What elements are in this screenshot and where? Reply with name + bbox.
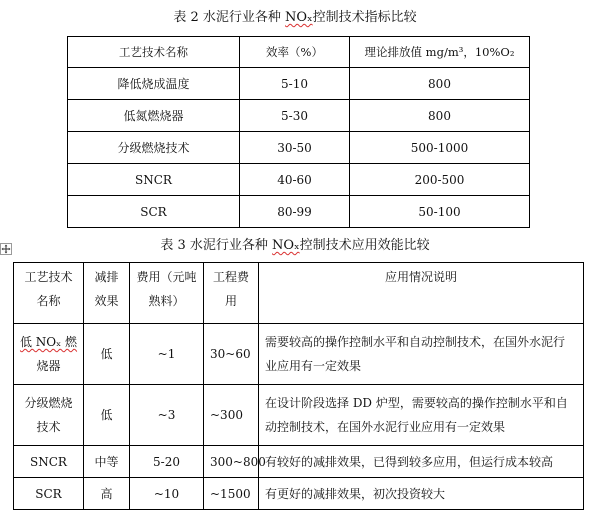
table-row [14,385,584,446]
table2-header-cost [130,263,204,324]
table2-cell-engineering-cost: ~300 [204,385,259,446]
table1-caption-prefix: 表 2 水泥行业各种 [173,10,286,25]
table1-header-name: 工艺技术名称 [68,37,240,68]
table2-cell-effect: 低 [84,324,130,385]
table1-cell-emission: 50-100 [350,196,530,228]
table2-header-effect-line1: 减排 [94,270,119,284]
table1-cell-name: SCR [68,196,240,228]
table2-header-name-line2: 名称 [36,294,61,308]
table2-cell-cost: 5-20 [130,446,204,478]
table2-header-engineering-cost-line2: 用 [224,294,237,308]
table1-cell-emission: 800 [350,68,530,100]
table1 [67,36,530,228]
table2-header-effect-line2: 效果 [94,294,119,308]
table2-cell-name-line1: 低 NOₓ 燃 [19,335,78,349]
table1-cell-efficiency: 80-99 [240,196,350,228]
table2-header-engineering-cost [204,263,259,324]
table1-header-row [68,37,530,68]
table2-cell-name [14,324,84,385]
table1-cell-emission: 500-1000 [350,132,530,164]
table2-header-name [14,263,84,324]
table2-cell-engineering-cost: 300~800 [204,446,259,478]
table2-cell-effect: 中等 [84,446,130,478]
table2-cell-description-line2: 动控制技术，在国外水泥行业应用有一定效果 [265,420,506,434]
table2-header-engineering-cost-line1: 工程费 [212,270,249,284]
table2-cell-description-line1: 需要较高的操作控制水平和自动控制技术，在国外水泥行 [265,335,566,349]
table2-cell-cost: ~10 [130,478,204,510]
table-row [68,100,530,132]
table1-caption-nox: NOₓ [285,10,313,25]
table1-cell-efficiency: 5-30 [240,100,350,132]
table2-cell-effect: 高 [84,478,130,510]
table-row [68,196,530,228]
table1-header-emission: 理论排放值 mg/m³，10%O₂ [350,37,530,68]
table1-cell-name: SNCR [68,164,240,196]
table-row [14,446,584,478]
table1-caption-suffix: 控制技术指标比较 [312,10,417,25]
table2-header-name-line1: 工艺技术 [24,270,73,284]
table2-cell-name-line1: 分级燃烧 [24,396,73,410]
table2-caption-suffix: 控制技术应用效能比较 [299,238,430,253]
table2-cell-name: SNCR [14,446,84,478]
table1-cell-name: 低氮燃烧器 [68,100,240,132]
table2-header-description: 应用情况说明 [259,263,584,324]
table2-header-cost-line2: 熟料） [148,294,185,308]
table2-header-cost-line1: 费用（元吨 [136,270,197,284]
table1-header-efficiency: 效率（%） [240,37,350,68]
table2-caption [0,238,590,254]
table2-header-row [14,263,584,324]
table2-cell-description: 有较好的减排效果，已得到较多应用，但运行成本较高 [259,446,584,478]
table1-caption [0,10,590,26]
table-row [14,324,584,385]
table1-cell-name: 降低烧成温度 [68,68,240,100]
table2-header-effect [84,263,130,324]
table2-cell-description: 有更好的减排效果，初次投资较大 [259,478,584,510]
table2-cell-name: SCR [14,478,84,510]
table2-cell-description [259,385,584,446]
table2-cell-engineering-cost: ~1500 [204,478,259,510]
table2-cell-name-line2: 技术 [36,420,61,434]
table2-cell-effect: 低 [84,385,130,446]
table2-cell-cost: ~1 [130,324,204,385]
table1-cell-efficiency: 5-10 [240,68,350,100]
table-row [68,164,530,196]
table-row [68,68,530,100]
table1-cell-efficiency: 40-60 [240,164,350,196]
table2-cell-name-line2: 烧器 [36,359,61,373]
table2-cell-cost: ~3 [130,385,204,446]
table2 [13,262,584,510]
table-row [68,132,530,164]
table1-cell-name: 分级燃烧技术 [68,132,240,164]
table1-cell-emission: 200-500 [350,164,530,196]
table2-caption-prefix: 表 3 水泥行业各种 [160,238,273,253]
table2-cell-name [14,385,84,446]
table2-cell-description [259,324,584,385]
table2-cell-description-line1: 在设计阶段选择 DD 炉型，需要较高的操作控制水平和自 [265,396,568,410]
table2-cell-description-line2: 业应用有一定效果 [265,359,362,373]
table-row [14,478,584,510]
table2-caption-nox: NOₓ [272,238,300,253]
table1-cell-emission: 800 [350,100,530,132]
table2-cell-engineering-cost: 30~60 [204,324,259,385]
table1-cell-efficiency: 30-50 [240,132,350,164]
